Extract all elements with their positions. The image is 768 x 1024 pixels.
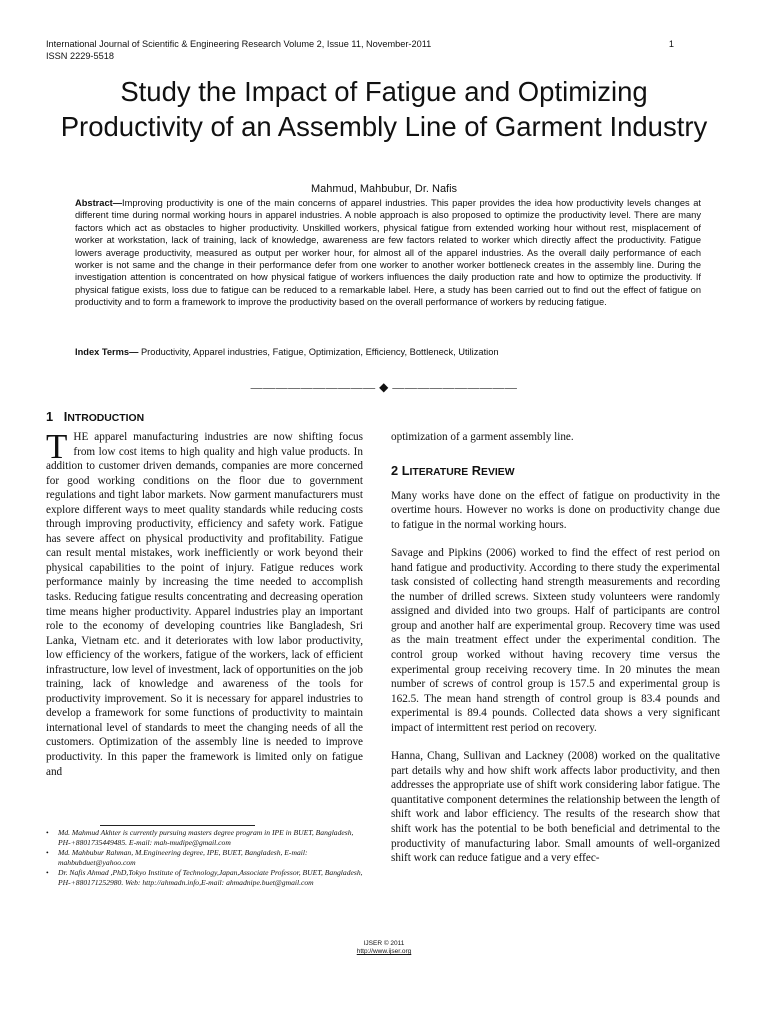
section-heading-introduction (46, 409, 144, 424)
section-heading-literature-review (391, 463, 515, 478)
index-terms (75, 346, 701, 358)
abstract (75, 197, 701, 309)
bullet-icon: • (46, 828, 49, 837)
abstract-text: Improving productivity is one of the main concerns of apparel industries. This paper provides the idea how productivity levels changes at different time during normal working hours in apparel industries. A noble approach is also proposed to optimize the productivity level. There are many factors which act as obstacles to higher productivity. Unskilled workers, physical fatigue from extended working hour without rest, misplacement of worker at workstation, lack of training, lack of knowledge, awareness are few factors related to worker which directly affect the productivity. Fatigue lowers average productivity, measured as output per worker hour, for almost all of the apparel industries. As the overall daily performance of each worker is not same and the change in their performance defer from one worker to another worker bottleneck creates in the assembly line. During the investigation attention is concentrated on how physical fatigue of workers influences the daily production rate and how to optimize the productivity. If physical fatigue exists, loss due to fatigue can be reduced to a remarkable label. Here, a study has been carried out to find out the effect of fatigue on productivity and to form a framework to improve the productivity based on the overall performance of workers by reducing fatigue. (75, 198, 701, 308)
footnote-text: Md. Mahbubur Rahman, M.Engineering degree, IPE, BUET, Bangladesh, E-mail: mahbubduet@yahoo.com (58, 848, 308, 867)
footnote-item (46, 868, 363, 887)
abstract-label: Abstract (75, 198, 113, 208)
footnote-item (46, 828, 363, 847)
lit-review-paragraph-2: Savage and Pipkins (2006) worked to find the effect of rest period on hand fatigue and productivity. According to there study the experimental task consisted of collecting hand strength measurements and recording the number of drilled screws. Sixteen study volunteers were randomly assigned and divided into two groups. Half of participants are control group and another half are experimental group. Recovery time was used as the main treatment effect under the experimental condition. The control group worked without having recovery time versus the experimental group receiving recovery time. In 20 minutes the mean number of screws of control group is 157.5 and experimental group is 162.5. The mean hand strength of control group is 83.4 pounds and experimental is 89.4 pounds. Collected data shows a very significant impact of intermittent rest period on recovery. (391, 547, 720, 734)
issn: ISSN 2229-5518 (46, 51, 114, 61)
lit-review-paragraph-3: Hanna, Chang, Sullivan and Lackney (2008) worked on the qualitative part details why and how shift work affects labor productivity, and then addresses the appropriate use of shift work considering labor fatigue. The quantitative component determines the relationship between the length of shift work and labor efficiency. The results of the research show that shift work has the potential to be both beneficial and detrimental to the productivity of manufacturing labor. Small amounts of well-organized shift work can reduce fatigue and a very effec- (391, 750, 720, 865)
section-number: 1 (46, 409, 54, 424)
footnote-item (46, 848, 363, 867)
bullet-icon: • (46, 848, 49, 858)
bullet-icon: • (46, 868, 49, 878)
section-number: 2 (391, 463, 399, 478)
heading-rest: NTRODUCTION (67, 413, 145, 424)
heading-first-letter: I (63, 409, 68, 424)
abstract-dash: — (112, 198, 123, 208)
left-column (46, 427, 363, 779)
heading-rest-2: EVIEW (481, 467, 515, 478)
heading-rest: ITERATURE (409, 467, 469, 478)
index-terms-label: Index Terms (75, 347, 130, 357)
footer-url-row (0, 948, 768, 956)
index-terms-text: Productivity, Apparel industries, Fatigue, Optimization, Efficiency, Bottleneck, Utilization (140, 347, 499, 357)
intro-text: HE apparel manufacturing industries are now shifting focus from low cost items to high quality and high value products. In addition to customer driven demands, companies are more concerned for good working conditions on the floor due to government regulations and tight labor markets. Now garment manufacturers must explore different ways to meet quality standards while reducing costs through improving productivity, efficiency and safety work. Fatigue has severe affect on physical productivity and profitability. Fatigue can result mental mistakes, work inefficiently or work beyond their physical capabilities to the point of injury. Fatigue reduces work performance mainly by increasing the time needed to accomplish tasks. Reducing fatigue results concentrating and decreasing operation time means higher productivity. Apparel industries play an important role to the economy of developing countries like Bangladesh, Sri Lanka, Vietnam etc. and it deteriorates with low labor productivity, low efficiency of the workers, fatigue of the workers, lack of efficient infrastructure, low level of investment, lack of opportunities on the job training, lack of knowledge and awareness of the tools for productivity improvement. So it is necessary for apparel industries to develop a framework for some functions of productivity to maintain international level of standards to meet the changing needs of all the customers. Optimization of the assembly line is needed to improve productivity. In this paper the framework is limited only on fatigue and (46, 431, 363, 778)
drop-cap: T (46, 427, 68, 466)
footnote-rule (100, 825, 255, 826)
journal-title: International Journal of Scientific & Engineering Research Volume 2, Issue 11, November-2011 (46, 39, 432, 49)
page-number: 1 (668, 39, 674, 49)
intro-continuation: optimization of a garment assembly line. (391, 431, 574, 443)
footer-copyright: IJSER © 2011 (363, 940, 405, 947)
footnote-text: Md. Mahmud Akhter is currently pursuing masters degree program in IPE in BUET, Bangladesh, PH-+8801735449485. E-mail: mah-mudipe@gmail.com (58, 828, 354, 847)
right-column (391, 430, 720, 866)
author-footnotes (38, 828, 363, 889)
lit-review-paragraph-1: Many works have done on the effect of fatigue on productivity in the overtime hours. However no works is done on productivity change due to fatigue in the normal working hours. (391, 489, 720, 531)
heading-first-letter: L (401, 463, 410, 478)
index-terms-dash: — (129, 347, 141, 357)
intro-paragraph (46, 427, 363, 779)
paper-title: Study the Impact of Fatigue and Optimizing Productivity of an Assembly Line of Garment Industry (60, 76, 708, 142)
footer-url-link[interactable]: http://www.ijser.org (356, 948, 412, 955)
heading-first-letter-2: R (471, 463, 482, 478)
section-separator: —————————— ◆ —————————— (250, 380, 518, 394)
authors: Mahmud, Mahbubur, Dr. Nafis (310, 183, 458, 195)
footnote-text: Dr. Nafis Ahmad ,PhD,Tokyo Institute of Technology,Japan,Associate Professor, BUET, Bangladesh, PH-+880171252980. Web: http://ahmadn.info,E-mail: ahmadnipe.buet@gmail.com (58, 868, 363, 887)
